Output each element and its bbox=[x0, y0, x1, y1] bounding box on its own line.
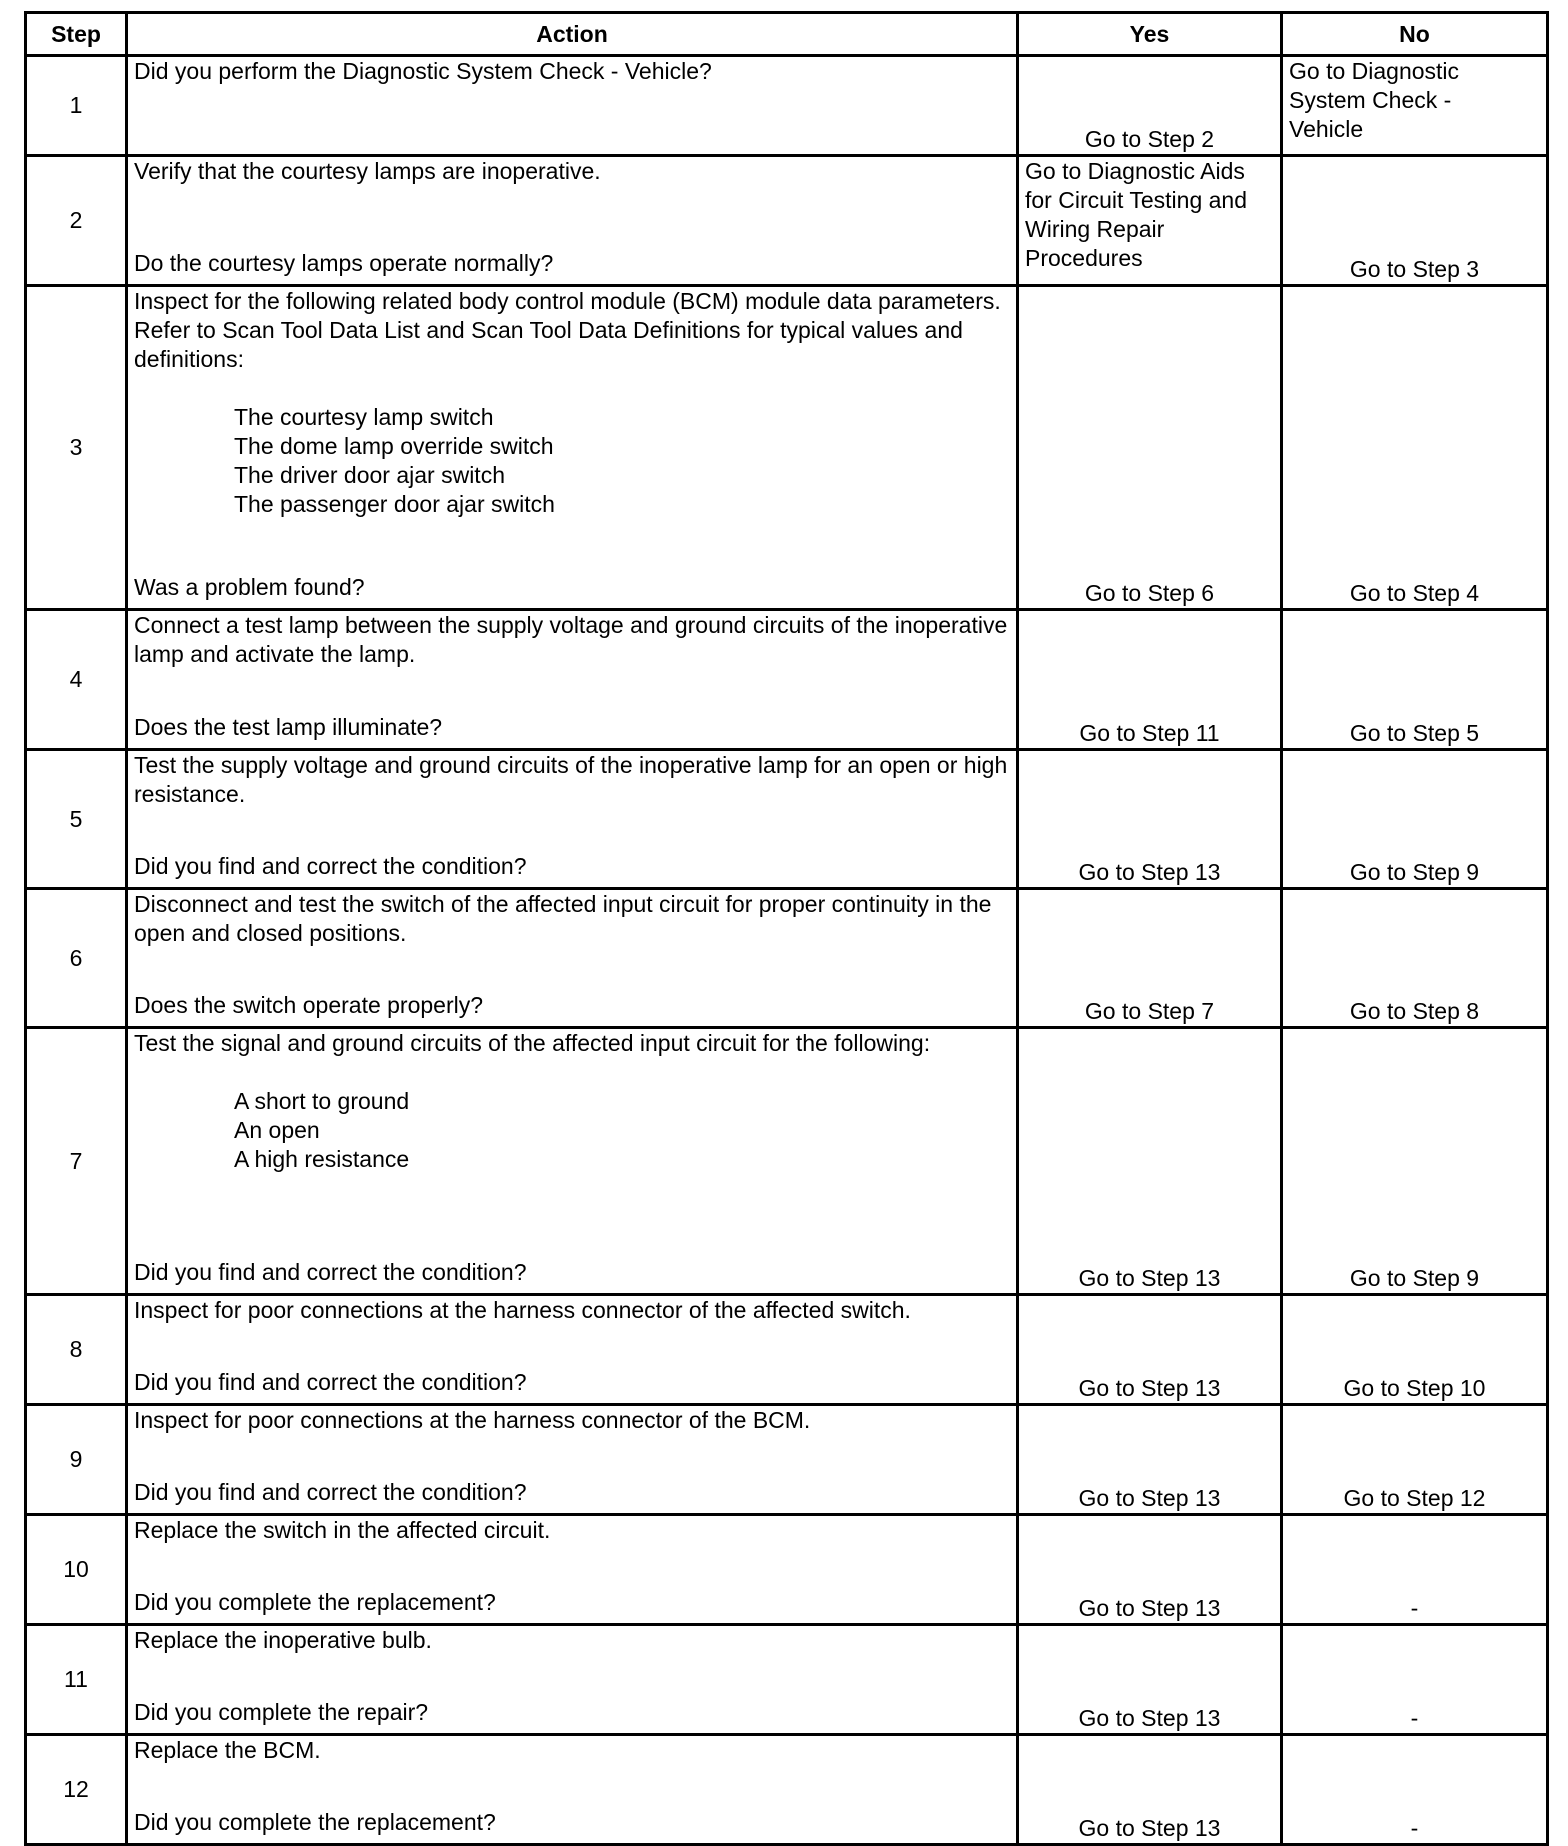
check-list-item: An open bbox=[234, 1117, 320, 1143]
yes-result: Go to Step 7 bbox=[1018, 889, 1282, 1028]
table-row bbox=[26, 286, 1548, 610]
check-list bbox=[134, 1058, 1010, 1203]
action-text: Inspect for poor connections at the harness connector of the affected switch. bbox=[134, 1297, 911, 1323]
check-list-item: A high resistance bbox=[234, 1146, 410, 1172]
action-question: Does the switch operate properly? bbox=[134, 992, 484, 1018]
yes-result: Go to Step 11 bbox=[1018, 610, 1282, 750]
no-result: Go to Step 8 bbox=[1282, 889, 1548, 1028]
action-text: Inspect for poor connections at the harness connector of the BCM. bbox=[134, 1407, 811, 1433]
header-step: Step bbox=[26, 13, 127, 56]
step-number: 9 bbox=[26, 1405, 127, 1515]
action-text: Test the supply voltage and ground circuits of the inoperative lamp for an open or high resistance. bbox=[134, 752, 1008, 807]
action-text: Did you perform the Diagnostic System Check - Vehicle? bbox=[134, 58, 712, 84]
no-result: - bbox=[1282, 1515, 1548, 1625]
action-cell bbox=[127, 1295, 1018, 1405]
action-cell bbox=[127, 610, 1018, 750]
table-row bbox=[26, 156, 1548, 286]
check-list-item: The courtesy lamp switch bbox=[234, 404, 494, 430]
no-result: Go to Step 9 bbox=[1282, 750, 1548, 889]
no-result: Go to Step 10 bbox=[1282, 1295, 1548, 1405]
check-list-item: The passenger door ajar switch bbox=[234, 491, 555, 517]
yes-result: Go to Step 13 bbox=[1018, 1028, 1282, 1295]
table-row bbox=[26, 1735, 1548, 1845]
step-number: 7 bbox=[26, 1028, 127, 1295]
no-result: Go to Step 3 bbox=[1282, 156, 1548, 286]
table-row bbox=[26, 1515, 1548, 1625]
header-no: No bbox=[1282, 13, 1548, 56]
action-text: Inspect for the following related body control module (BCM) module data parameters. Refer to Scan Tool Data List and Scan Tool Data Definitions for typical values and definitions: bbox=[134, 288, 1001, 372]
action-question: Did you find and correct the condition? bbox=[134, 1369, 527, 1395]
yes-result: Go to Step 13 bbox=[1018, 1735, 1282, 1845]
header-action: Action bbox=[127, 13, 1018, 56]
table-row bbox=[26, 1028, 1548, 1295]
action-cell bbox=[127, 286, 1018, 610]
no-result: - bbox=[1282, 1625, 1548, 1735]
table-row bbox=[26, 1625, 1548, 1735]
no-result: Go to Diagnostic System Check - Vehicle bbox=[1282, 56, 1548, 156]
action-cell bbox=[127, 1405, 1018, 1515]
no-result: - bbox=[1282, 1735, 1548, 1845]
step-number: 6 bbox=[26, 889, 127, 1028]
action-cell bbox=[127, 889, 1018, 1028]
step-number: 2 bbox=[26, 156, 127, 286]
table-row bbox=[26, 56, 1548, 156]
action-cell bbox=[127, 156, 1018, 286]
action-cell bbox=[127, 56, 1018, 156]
table-body bbox=[26, 56, 1548, 1845]
table-row bbox=[26, 750, 1548, 889]
step-number: 5 bbox=[26, 750, 127, 889]
header-row bbox=[26, 13, 1548, 56]
step-number: 12 bbox=[26, 1735, 127, 1845]
no-result: Go to Step 9 bbox=[1282, 1028, 1548, 1295]
action-cell bbox=[127, 750, 1018, 889]
yes-result: Go to Step 6 bbox=[1018, 286, 1282, 610]
action-text: Connect a test lamp between the supply voltage and ground circuits of the inoperative lamp and activate the lamp. bbox=[134, 612, 1008, 667]
yes-result: Go to Step 13 bbox=[1018, 1405, 1282, 1515]
action-cell bbox=[127, 1735, 1018, 1845]
action-text: Verify that the courtesy lamps are inoperative. bbox=[134, 158, 601, 184]
step-number: 1 bbox=[26, 56, 127, 156]
action-question: Did you find and correct the condition? bbox=[134, 853, 527, 879]
action-text: Replace the BCM. bbox=[134, 1737, 321, 1763]
action-cell bbox=[127, 1515, 1018, 1625]
action-cell bbox=[127, 1625, 1018, 1735]
check-list-item: The dome lamp override switch bbox=[234, 433, 554, 459]
diagnostic-table-container bbox=[24, 11, 1546, 1846]
action-question: Did you complete the replacement? bbox=[134, 1589, 496, 1615]
action-question: Did you find and correct the condition? bbox=[134, 1259, 527, 1285]
no-result: Go to Step 5 bbox=[1282, 610, 1548, 750]
action-question: Do the courtesy lamps operate normally? bbox=[134, 250, 554, 276]
action-question: Did you complete the replacement? bbox=[134, 1809, 496, 1835]
check-list-item: A short to ground bbox=[234, 1088, 410, 1114]
step-number: 3 bbox=[26, 286, 127, 610]
action-text: Replace the switch in the affected circuit. bbox=[134, 1517, 551, 1543]
table-row bbox=[26, 1405, 1548, 1515]
action-question: Does the test lamp illuminate? bbox=[134, 714, 443, 740]
action-question: Was a problem found? bbox=[134, 574, 365, 600]
action-question: Did you complete the repair? bbox=[134, 1699, 429, 1725]
yes-result: Go to Step 13 bbox=[1018, 1295, 1282, 1405]
action-text: Disconnect and test the switch of the affected input circuit for proper continuity in the open and closed positions. bbox=[134, 891, 992, 946]
diagnostic-table bbox=[24, 11, 1549, 1846]
no-result: Go to Step 4 bbox=[1282, 286, 1548, 610]
header-yes: Yes bbox=[1018, 13, 1282, 56]
table-row bbox=[26, 610, 1548, 750]
step-number: 4 bbox=[26, 610, 127, 750]
action-text: Test the signal and ground circuits of the affected input circuit for the following: bbox=[134, 1030, 931, 1056]
yes-result: Go to Step 13 bbox=[1018, 1625, 1282, 1735]
step-number: 10 bbox=[26, 1515, 127, 1625]
table-row bbox=[26, 889, 1548, 1028]
action-question: Did you find and correct the condition? bbox=[134, 1479, 527, 1505]
action-text: Replace the inoperative bulb. bbox=[134, 1627, 432, 1653]
yes-result: Go to Step 13 bbox=[1018, 750, 1282, 889]
check-list bbox=[134, 374, 1010, 548]
table-row bbox=[26, 1295, 1548, 1405]
check-list-item: The driver door ajar switch bbox=[234, 462, 505, 488]
no-result: Go to Step 12 bbox=[1282, 1405, 1548, 1515]
yes-result: Go to Step 2 bbox=[1018, 56, 1282, 156]
yes-result: Go to Step 13 bbox=[1018, 1515, 1282, 1625]
yes-result: Go to Diagnostic Aids for Circuit Testing and Wiring Repair Procedures bbox=[1018, 156, 1282, 286]
step-number: 8 bbox=[26, 1295, 127, 1405]
action-cell bbox=[127, 1028, 1018, 1295]
step-number: 11 bbox=[26, 1625, 127, 1735]
